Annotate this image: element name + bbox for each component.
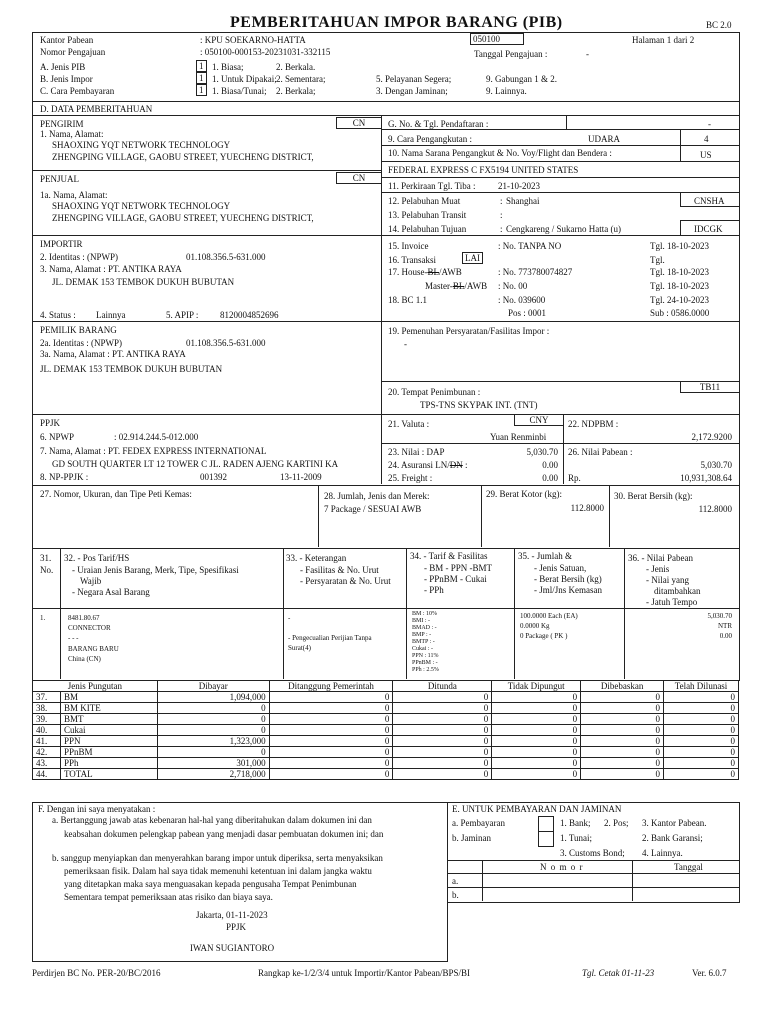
decl-b3: yang ditetapkan maka saya menguasakan kepada pengusaha Tempat Penimbunan [64, 879, 357, 889]
goods-h32a: 32. - Pos Tarif/HS [64, 553, 130, 563]
goods-h36d: ditambahkan [654, 586, 701, 596]
tax-row-name: BMT [60, 714, 157, 725]
payment-row-a: a. [452, 876, 459, 886]
tiba-label: 11. Perkiraan Tgl. Tiba : [388, 181, 476, 191]
tax-row-no: 44. [33, 769, 61, 780]
muat-label: 12. Pelabuhan Muat [388, 196, 461, 206]
transaksi-tgl: Tgl. [650, 255, 665, 265]
pemilik-nama: 3a. Nama, Alamat : PT. ANTIKA RAYA [40, 349, 186, 359]
tax-row-no: 38. [33, 703, 61, 714]
invoice-tgl: Tgl. 18-10-2023 [650, 241, 709, 251]
pengirim-nama-label: 1. Nama, Alamat: [40, 129, 104, 139]
np-ppjk-tgl: 13-11-2009 [280, 472, 322, 482]
penimbunan-label: 20. Tempat Penimbunan : [388, 387, 481, 397]
goods-h32d: - Negara Asal Barang [72, 587, 150, 597]
berat-kotor-value: 112.8000 [570, 503, 604, 513]
jenis-impor-opt-4: 9. Gabungan 1 & 2. [486, 74, 557, 84]
tarif-pph: PPh : 2.5% [412, 667, 439, 673]
bc11-value: : No. 039600 [498, 295, 546, 305]
tax-row [33, 747, 739, 758]
house-awb-label: 17. House-BL/AWB [388, 267, 462, 277]
penjual-nama: SHAOXING YQT NETWORK TECHNOLOGY [52, 201, 231, 211]
tax-row-value: 0 [664, 769, 739, 780]
payment-col-tanggal: Tanggal [674, 862, 703, 872]
berat-bersih-label: 30. Berat Bersih (kg): [614, 491, 693, 501]
tax-row-value: 0 [664, 725, 739, 736]
tax-h-ditanggung: Ditanggung Pemerintah [269, 681, 393, 692]
np-ppjk-value: 001392 [200, 472, 227, 482]
cara-pengangkutan-label: 9. Cara Pengangkutan : [388, 134, 472, 144]
tax-row-name: TOTAL [60, 769, 157, 780]
tax-row-value: 0 [393, 769, 492, 780]
master-awb-tgl: Tgl. 18-10-2023 [650, 281, 709, 291]
decl-b: b. sanggup menyiapkan dan menyerahkan barang impor untuk diperiksa, serta menyaksikan [52, 853, 383, 863]
nilai-value: 5,030.70 [526, 447, 558, 457]
ppjk-npwp-value: : 02.914.244.5-012.000 [114, 432, 199, 442]
jenis-pib-code: 1 [196, 60, 207, 72]
importir-alamat: JL. DEMAK 153 TEMBOK DUKUH BUBUTAN [52, 277, 235, 287]
sarana-value: FEDERAL EXPRESS C FX5194 UNITED STATES [388, 165, 579, 175]
item-ket2: - Pengecualian Perijian Tanpa [288, 634, 372, 642]
cara-bayar-opt-3: 3. Dengan Jaminan; [376, 86, 448, 96]
cara-bayar-label: C. Cara Pembayaran [40, 86, 115, 96]
tax-row-value: 0 [581, 703, 664, 714]
tax-row-name: PPN [60, 736, 157, 747]
tax-row-value: 0 [269, 692, 393, 703]
goods-h34b: - BM - PPN -BMT [424, 563, 493, 573]
tax-row-value: 1,094,000 [157, 692, 269, 703]
page-info: Halaman 1 dari 2 [632, 35, 695, 45]
importir-status-value: Lainnya [96, 310, 126, 320]
tax-row-value: 0 [492, 692, 581, 703]
tax-row [33, 725, 739, 736]
payment-col-nomor: N o m o r [540, 862, 584, 872]
tax-header-row [33, 681, 739, 692]
muat-value: Shanghai [506, 196, 540, 206]
tax-row-value: 0 [664, 703, 739, 714]
goods-h32b: - Uraian Jenis Barang, Merk, Tipe, Spesifikasi [72, 565, 239, 575]
footer-print-date: Tgl. Cetak 01-11-23 [582, 968, 655, 978]
rp-value: 10,931,308.64 [680, 473, 732, 483]
asuransi-label: 24. Asuransi LN/DN : [388, 460, 468, 470]
tax-row-value: 0 [157, 714, 269, 725]
berat-bersih-value: 112.8000 [698, 504, 732, 514]
tax-row-no: 42. [33, 747, 61, 758]
tax-row-name: BM [60, 692, 157, 703]
goods-h34d: - PPh [424, 585, 444, 595]
tax-row-value: 301,000 [157, 758, 269, 769]
tarif-bmad: BMAD : - [412, 625, 437, 631]
tax-row [33, 736, 739, 747]
tax-row-value: 0 [269, 769, 393, 780]
form-code: BC 2.0 [706, 20, 732, 30]
tarif-bmi: BMI : - [412, 618, 430, 624]
tax-row-value: 0 [269, 736, 393, 747]
jumlah-kemasan-label: 28. Jumlah, Jenis dan Merek: [324, 491, 430, 501]
item-desc2: - - - [68, 634, 79, 642]
penjual-country: CN [336, 172, 382, 184]
item-jenis: NTR [718, 622, 732, 630]
master-awb-label: Master-BL/AWB [425, 281, 488, 291]
goods-h36a: 36. - Nilai Pabean [628, 553, 693, 563]
house-awb-tgl: Tgl. 18-10-2023 [650, 267, 709, 277]
tax-row [33, 703, 739, 714]
payment-title: E. UNTUK PEMBAYARAN DAN JAMINAN [452, 804, 622, 814]
tujuan-value: Cengkareng / Sukarno Hatta (u) [506, 224, 621, 234]
decl-b4: Sementara tempat pemeriksaan atas risiko dan biaya saya. [64, 892, 273, 902]
freight-label: 25. Freight : [388, 473, 433, 483]
transaksi-code: LAI [462, 252, 483, 264]
section-d-title: D. DATA PEMBERITAHUAN [40, 104, 153, 114]
importir-label: IMPORTIR [40, 239, 83, 249]
goods-h31b: No. [40, 565, 54, 575]
jam-opt-tunai: 1. Tunai; [560, 833, 593, 843]
sarana-flag: US [700, 150, 712, 160]
jenis-pib-opt-1: 1. Biasa; [212, 62, 244, 72]
pay-opt-kantor: 3. Kantor Pabean. [642, 818, 707, 828]
item-hs: 8481.80.67 [68, 614, 100, 622]
decl-a: a. Bertanggung jawab atas kebenaran hal-hal yang diberitahukan dalam dokumen ini dan [52, 815, 372, 825]
tarif-bmtp: BMTP : - [412, 639, 435, 645]
item-no: 1. [40, 614, 46, 622]
goods-h32c: Wajib [80, 576, 102, 586]
cara-bayar-opt-2: 2. Berkala; [276, 86, 316, 96]
bc11-pos: Pos : 0001 [508, 308, 547, 318]
ppjk-alamat: GD SOUTH QUARTER LT 12 TOWER C JL. RADEN AJENG KARTINI KA [52, 459, 339, 469]
goods-h33c: - Persyaratan & No. Urut [300, 576, 391, 586]
invoice-value: : No. TANPA NO [498, 241, 562, 251]
goods-h34a: 34. - Tarif & Fasilitas [410, 551, 488, 561]
pemenuhan-label: 19. Pemenuhan Persyaratan/Fasilitas Impor : [388, 326, 550, 336]
penimbunan-value: TPS-TNS SKYPAK INT. (TNT) [420, 400, 538, 410]
tax-row-value: 0 [492, 714, 581, 725]
g-label: G. No. & Tgl. Pendaftaran : [388, 119, 489, 129]
tax-row-value: 0 [269, 747, 393, 758]
goods-h34c: - PPnBM - Cukai [424, 574, 487, 584]
tax-row-value: 0 [269, 725, 393, 736]
tax-row-value: 0 [664, 692, 739, 703]
pemilik-label: PEMILIK BARANG [40, 325, 117, 335]
pemilik-id-value: 01.108.356.5-631.000 [186, 338, 266, 348]
penjual-label: PENJUAL [40, 174, 80, 184]
tax-row-value: 0 [581, 736, 664, 747]
ppjk-npwp-label: 6. NPWP [40, 432, 75, 442]
tarif-ppn: PPN : 11% [412, 653, 439, 659]
tax-table [32, 680, 739, 780]
decl-title: F. Dengan ini saya menyatakan : [38, 804, 156, 814]
sarana-label: 10. Nama Sarana Pengangkut & No. Voy/Flight dan Bendera : [388, 148, 612, 158]
goods-h36b: - Jenis [646, 564, 670, 574]
tax-row-value: 0 [393, 703, 492, 714]
jam-opt-lainnya: 4. Lainnya. [642, 848, 683, 858]
importir-status-label: 4. Status : [40, 310, 76, 320]
tax-row-name: Cukai [60, 725, 157, 736]
tgl-pengajuan-label: Tanggal Pengajuan : [474, 49, 548, 59]
tax-row-no: 43. [33, 758, 61, 769]
cara-bayar-opt-4: 9. Lainnya. [486, 86, 527, 96]
goods-h31a: 31. [40, 553, 52, 563]
item-jumlah: 100.0000 Each (EA) [520, 612, 578, 620]
tax-row-value: 0 [492, 747, 581, 758]
goods-h36c: - Nilai yang [646, 575, 689, 585]
tax-row-value: 0 [492, 758, 581, 769]
jumlah-kemasan-value: 7 Package / SESUAI AWB [324, 504, 422, 514]
jenis-pib-opt-2: 2. Berkala. [276, 62, 316, 72]
goods-h33b: - Fasilitas & No. Urut [300, 565, 379, 575]
importir-nama: 3. Nama, Alamat : PT. ANTIKA RAYA [40, 264, 182, 274]
muat-code: CNSHA [694, 196, 725, 206]
pengirim-country: CN [336, 117, 382, 129]
nilai-pabean-label: 26. Nilai Pabean : [568, 447, 633, 457]
tax-row-value: 0 [664, 714, 739, 725]
importir-id-label: 2. Identitas : (NPWP) [40, 252, 118, 262]
jenis-pib-label: A. Jenis PIB [40, 62, 86, 72]
footer-rangkap: Rangkap ke-1/2/3/4 untuk Importir/Kantor Pabean/BPS/BI [258, 968, 470, 978]
item-tambah: 0.00 [719, 632, 732, 640]
tax-row-value: 0 [492, 703, 581, 714]
goods-h35a: 35. - Jumlah & [518, 551, 572, 561]
tax-row-no: 39. [33, 714, 61, 725]
tax-row-value: 0 [157, 747, 269, 758]
item-berat: 0.0000 Kg [520, 622, 550, 630]
ndpbm-value: 2,172.9200 [691, 432, 732, 442]
tax-row-name: BM KITE [60, 703, 157, 714]
payment-b-label: b. Jaminan [452, 833, 491, 843]
ndpbm-label: 22. NDPBM : [568, 419, 619, 429]
importir-apip-value: 8120004852696 [220, 310, 279, 320]
decl-a2: keabsahan dokumen pelengkap pabean yang menjadi dasar pembuatan dokumen ini; dan [64, 829, 384, 839]
pay-opt-pos: 2. Pos; [604, 818, 629, 828]
cara-bayar-code: 1 [196, 84, 207, 96]
ppjk-label: PPJK [40, 418, 61, 428]
tax-row-value: 0 [393, 747, 492, 758]
tax-h-dibayar: Dibayar [157, 681, 269, 692]
jenis-impor-opt-1: 1. Untuk Dipakai; [212, 74, 277, 84]
jenis-impor-opt-2: 2. Sementara; [276, 74, 326, 84]
pemenuhan-value: - [404, 339, 407, 349]
tgl-pengajuan-value: - [586, 49, 589, 59]
tax-row-value: 0 [581, 692, 664, 703]
jam-opt-bank-garansi: 2. Bank Garansi; [642, 833, 703, 843]
cara-bayar-opt-1: 1. Biasa/Tunai; [212, 86, 267, 96]
transaksi-label: 16. Transaksi [388, 255, 437, 265]
rp-label: Rp. [568, 473, 581, 483]
item-desc: CONNECTOR [68, 624, 111, 632]
tax-row-value: 0 [393, 725, 492, 736]
tax-row-value: 0 [157, 703, 269, 714]
pemilik-id-label: 2a. Identitas : (NPWP) [40, 338, 122, 348]
item-kemasan: 0 Package ( PK ) [520, 632, 568, 640]
bc11-tgl: Tgl. 24-10-2023 [650, 295, 709, 305]
tax-row-value: 0 [269, 714, 393, 725]
nilai-label: 23. Nilai : DAP [388, 447, 445, 457]
tax-h-jenis: Jenis Pungutan [33, 681, 158, 692]
tax-row-value: 0 [393, 692, 492, 703]
payment-row-b: b. [452, 890, 459, 900]
tax-row-value: 0 [664, 747, 739, 758]
kantor-label: Kantor Pabean [40, 35, 94, 45]
tax-row-no: 40. [33, 725, 61, 736]
tax-row-value: 0 [581, 747, 664, 758]
tax-row-value: 0 [581, 769, 664, 780]
penjual-alamat: ZHENGPING VILLAGE, GAOBU STREET, YUECHENG DISTRICT, [52, 213, 314, 223]
tax-row [33, 758, 739, 769]
g-value: - [708, 119, 711, 129]
goods-h35c: - Berat Bersih (kg) [534, 574, 602, 584]
item-kondisi: BARANG BARU [68, 645, 119, 653]
jam-opt-customs-bond: 3. Customs Bond; [560, 848, 625, 858]
document-title: PEMBERITAHUAN IMPOR BARANG (PIB) [230, 14, 563, 31]
cara-pengangkutan-code: 4 [704, 134, 709, 144]
item-nilai: 5,030.70 [707, 612, 732, 620]
goods-h36e: - Jatuh Tempo [646, 597, 698, 607]
tax-row-no: 37. [33, 692, 61, 703]
np-ppjk-label: 8. NP-PPJK : [40, 472, 89, 482]
tax-row [33, 692, 739, 703]
payment-a-label: a. Pembayaran [452, 818, 505, 828]
tax-row-value: 0 [581, 758, 664, 769]
decl-b2: pemeriksaan fisik. Dalam hal saya tidak memenuhi ketentuan ini dalam jangka waktu [64, 866, 372, 876]
tax-row [33, 769, 739, 780]
invoice-label: 15. Invoice [388, 241, 429, 251]
jenis-impor-code: 1 [196, 72, 207, 84]
tax-row-value: 1,323,000 [157, 736, 269, 747]
asuransi-value: 0.00 [542, 460, 558, 470]
item-ket3: Surat(4) [288, 644, 311, 652]
item-ket1: - [288, 614, 291, 622]
tax-row-value: 0 [581, 725, 664, 736]
jenis-impor-opt-3: 5. Pelayanan Segera; [376, 74, 452, 84]
decl-place-date: Jakarta, 01-11-2023 [196, 910, 268, 920]
importir-apip-label: 5. APIP : [166, 310, 199, 320]
tax-row-value: 0 [157, 725, 269, 736]
payment-checkbox[interactable] [538, 816, 554, 832]
goods-h35b: - Jenis Satuan, [534, 563, 587, 573]
footer-version: Ver. 6.0.7 [692, 968, 727, 978]
tarif-bm: BM : 10% [412, 611, 438, 617]
importir-id-value: 01.108.356.5-631.000 [186, 252, 266, 262]
tax-row-value: 0 [492, 736, 581, 747]
nilai-pabean-value: 5,030.70 [700, 460, 732, 470]
pengirim-label: PENGIRIM [40, 119, 84, 129]
tax-row [33, 714, 739, 725]
decl-role: PPJK [226, 922, 247, 932]
goods-h33a: 33. - Keterangan [286, 553, 347, 563]
tax-h-tidak-dipungut: Tidak Dipungut [492, 681, 581, 692]
goods-h35d: - Jml/Jns Kemasan [534, 585, 602, 595]
transit-label: 13. Pelabuhan Transit [388, 210, 467, 220]
valuta-name: Yuan Renminbi [490, 432, 547, 442]
tax-h-dibebaskan: Dibebaskan [581, 681, 664, 692]
footer-regulation: Perdirjen BC No. PER-20/BC/2016 [32, 968, 161, 978]
tax-row-value: 2,718,000 [157, 769, 269, 780]
tax-row-name: PPh [60, 758, 157, 769]
pengirim-alamat: ZHENGPING VILLAGE, GAOBU STREET, YUECHENG DISTRICT, [52, 152, 314, 162]
tax-row-value: 0 [664, 736, 739, 747]
tax-row-no: 41. [33, 736, 61, 747]
berat-kotor-label: 29. Berat Kotor (kg): [486, 489, 562, 499]
tax-row-value: 0 [269, 758, 393, 769]
tax-row-value: 0 [393, 714, 492, 725]
penimbunan-code: TB11 [680, 381, 740, 393]
tax-row-value: 0 [581, 714, 664, 725]
tax-row-name: PPnBM [60, 747, 157, 758]
tax-row-value: 0 [492, 725, 581, 736]
pay-opt-bank: 1. Bank; [560, 818, 591, 828]
penjual-nama-label: 1a. Nama, Alamat: [40, 190, 108, 200]
nomor-value: : 050100-000153-20231031-332115 [200, 47, 331, 57]
bc11-sub: Sub : 0586.0000 [650, 308, 710, 318]
tujuan-label: 14. Pelabuhan Tujuan [388, 224, 467, 234]
tax-h-dilunasi: Telah Dilunasi [664, 681, 739, 692]
tiba-value: 21-10-2023 [498, 181, 540, 191]
valuta-code: CNY [514, 414, 564, 426]
tax-row-value: 0 [664, 758, 739, 769]
tarif-ppnbm: PPnBM : - [412, 660, 438, 666]
valuta-label: 21. Valuta : [388, 419, 430, 429]
cara-pengangkutan-value: UDARA [588, 134, 621, 144]
nomor-label: Nomor Pengajuan [40, 47, 106, 57]
tax-row-value: 0 [492, 769, 581, 780]
tax-row-value: 0 [393, 758, 492, 769]
jaminan-checkbox[interactable] [538, 831, 554, 847]
tarif-cukai: Cukai : - [412, 646, 433, 652]
jenis-impor-label: B. Jenis Impor [40, 74, 93, 84]
tax-row-value: 0 [393, 736, 492, 747]
peti-kemas-label: 27. Nomor, Ukuran, dan Tipe Peti Kemas: [40, 489, 192, 499]
bc11-label: 18. BC 1.1 [388, 295, 428, 305]
decl-signer: IWAN SUGIANTORO [190, 943, 275, 953]
tarif-bmp: BMP : - [412, 632, 432, 638]
kantor-value: : KPU SOEKARNO-HATTA [200, 35, 306, 45]
tax-row-value: 0 [269, 703, 393, 714]
kantor-code: 050100 [470, 33, 524, 45]
master-awb-value: : No. 00 [498, 281, 528, 291]
freight-value: 0.00 [542, 473, 558, 483]
tax-h-ditunda: Ditunda [393, 681, 492, 692]
tujuan-code: IDCGK [694, 224, 723, 234]
house-awb-value: : No. 773780074827 [498, 267, 573, 277]
pengirim-nama: SHAOXING YQT NETWORK TECHNOLOGY [52, 140, 231, 150]
pemilik-alamat: JL. DEMAK 153 TEMBOK DUKUH BUBUTAN [40, 364, 223, 374]
item-negara: China (CN) [68, 655, 101, 663]
ppjk-nama: 7. Nama, Alamat : PT. FEDEX EXPRESS INTERNATIONAL [40, 446, 267, 456]
